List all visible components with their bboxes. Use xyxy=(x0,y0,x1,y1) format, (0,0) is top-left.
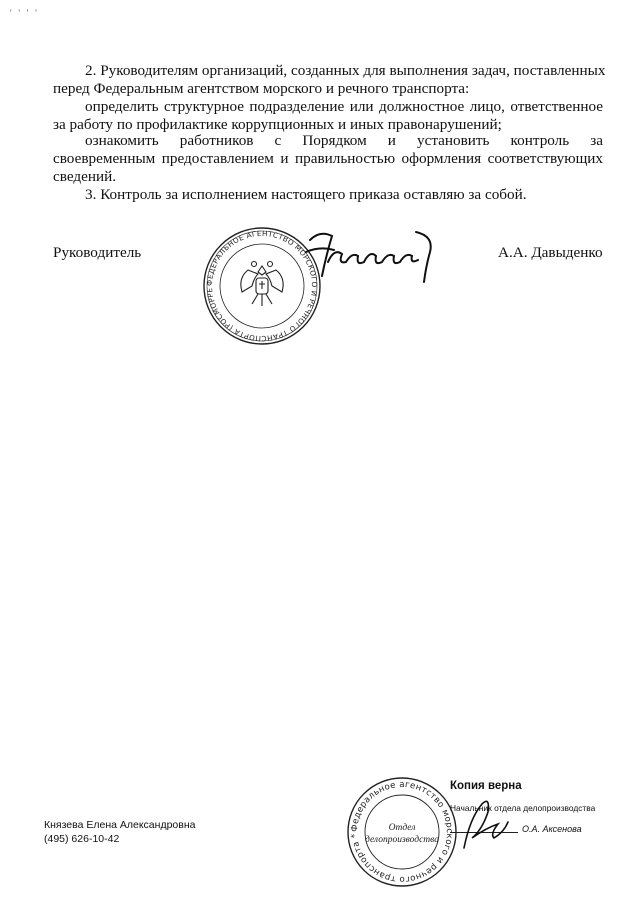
copy-seal-ring-text: Федеральное агентство морского и речного транспорта * xyxy=(349,779,455,885)
signatory-role: Руководитель xyxy=(53,244,142,261)
paragraph-2-line-2: перед Федеральным агентством морского и речного транспорта: xyxy=(53,80,470,97)
copy-seal-center-line2: делопроизводства xyxy=(365,835,439,845)
eagle-emblem-icon xyxy=(241,262,283,307)
copy-signature xyxy=(456,794,516,854)
copy-seal xyxy=(346,776,458,888)
signatory-name: А.А. Давыденко xyxy=(498,244,603,261)
copy-stamp-position: Начальник отдела делопроизводства xyxy=(450,803,596,813)
seal-ring-text: ФЕДЕРАЛЬНОЕ АГЕНТСТВО МОРСКОГО И РЕЧНОГО ТРАНСПОРТА (РОСМОРРЕЧФЛОТ) * ОГРН 1047796301066 * xyxy=(198,219,320,344)
paragraph-2-line-1: 2. Руководителям организаций, созданных для выполнения задач, поставленных xyxy=(85,62,606,79)
handwritten-signature xyxy=(298,222,448,292)
scan-noise: ' ' ' ' xyxy=(10,8,37,18)
copy-seal-center-line1: Отдел xyxy=(388,823,416,833)
copy-stamp-signer: О.А. Аксенова xyxy=(522,824,582,834)
paragraph-2-item-a: определить структурное подразделение или должностное лицо, ответственное за работу по профилактике коррупционных и иных правонарушений; xyxy=(53,98,603,133)
paragraph-3: 3. Контроль за исполнением настоящего приказа оставляю за собой. xyxy=(85,186,527,203)
paragraph-2-item-b: ознакомить работников с Порядком и установить контроль за своевременным предоставлением и правильностью оформления соответствующих сведений. xyxy=(53,132,603,185)
author-name: Князева Елена Александровна xyxy=(44,819,196,831)
copy-stamp-title: Копия верна xyxy=(450,780,522,792)
author-phone: (495) 626-10-42 xyxy=(44,833,120,845)
